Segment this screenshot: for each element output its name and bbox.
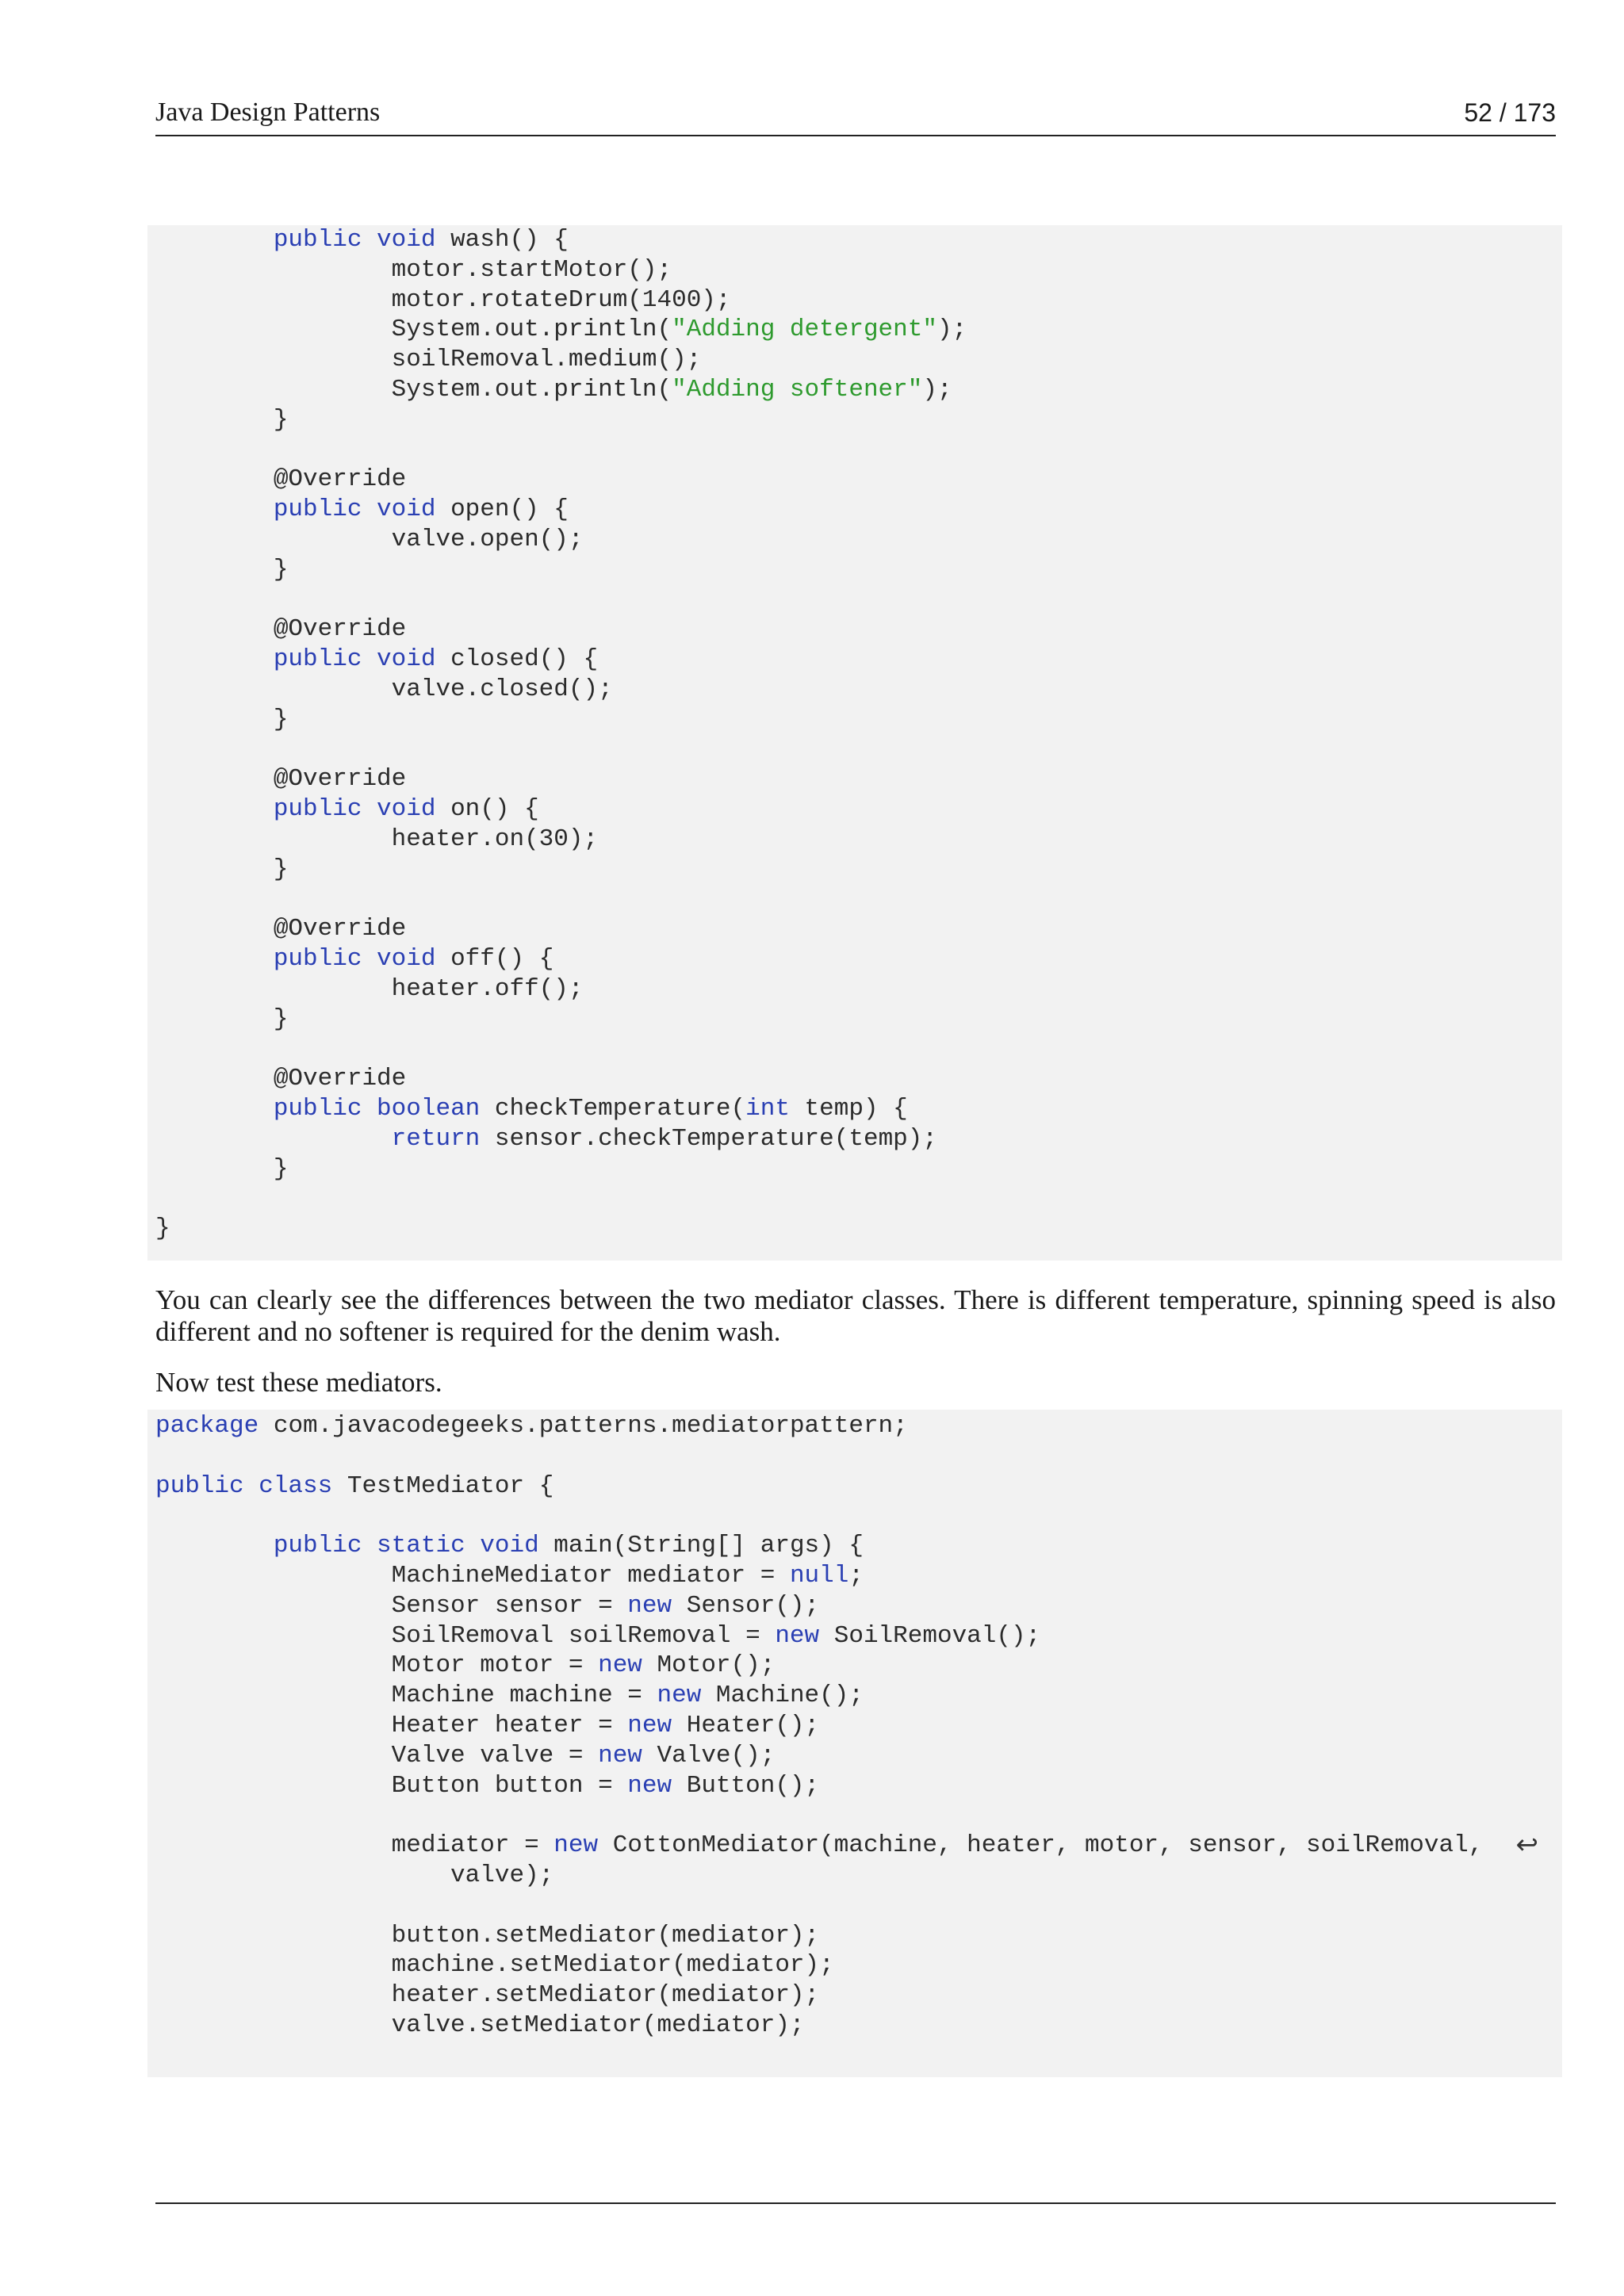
code-text: [155, 945, 274, 973]
code-keyword: public class: [155, 1471, 333, 1500]
code-text: TestMediator {: [332, 1471, 554, 1500]
code-line: [155, 974, 1562, 1004]
code-line: [155, 1771, 1562, 1801]
code-line: [155, 315, 1562, 345]
code-text: }: [155, 1215, 170, 1243]
code-line: [155, 1154, 1562, 1184]
code-line: [155, 435, 1562, 465]
code-text: valve.setMediator(mediator);: [155, 2011, 805, 2039]
code-line: [155, 855, 1562, 885]
code-text: [155, 1532, 274, 1559]
code-line: [155, 2011, 1562, 2041]
code-text: }: [155, 855, 289, 883]
code-text: Sensor sensor =: [155, 1591, 628, 1620]
code-text: }: [155, 555, 289, 584]
code-text: SoilRemoval();: [819, 1621, 1041, 1650]
code-text: }: [155, 405, 289, 434]
code-keyword: new: [657, 1682, 702, 1710]
code-line: [155, 1950, 1562, 1980]
code-line: [155, 1561, 1562, 1591]
code-text: }: [155, 1004, 289, 1033]
code-text: Sensor();: [672, 1591, 820, 1620]
code-text: Machine();: [701, 1682, 864, 1710]
code-text: }: [155, 705, 289, 733]
code-text: checkTemperature(: [480, 1095, 746, 1123]
code-keyword: new: [627, 1591, 672, 1620]
code-keyword: new: [598, 1651, 642, 1680]
code-text: motor.rotateDrum(1400);: [155, 285, 731, 314]
code-line: [155, 1214, 1562, 1244]
code-line: [155, 1064, 1562, 1094]
code-text: );: [936, 316, 967, 344]
code-text: valve.closed();: [155, 675, 613, 703]
code-line: [155, 1921, 1562, 1951]
book-title: Java Design Patterns: [155, 98, 381, 127]
code-keyword: new: [775, 1621, 820, 1650]
code-line: [155, 585, 1562, 615]
code-keyword: package: [155, 1412, 259, 1440]
code-text: [155, 496, 274, 523]
code-text: CottonMediator(machine, heater, motor, sensor, soilRemoval,: [598, 1831, 1484, 1860]
code-line: [155, 1531, 1562, 1561]
code-block-cotton-mediator: [147, 225, 1562, 1261]
code-text: @Override: [155, 765, 407, 794]
code-block-test-mediator: [147, 1410, 1562, 2077]
code-line: [155, 675, 1562, 705]
code-line: [155, 1471, 1562, 1502]
code-text: com.javacodegeeks.patterns.mediatorpattern;: [259, 1412, 908, 1440]
code-text: Valve();: [642, 1741, 776, 1770]
code-keyword: public void: [273, 645, 436, 674]
code-keyword: public static void: [273, 1532, 539, 1560]
page-header: [155, 97, 1556, 136]
code-text: [155, 795, 274, 823]
code-text: SoilRemoval soilRemoval =: [155, 1621, 776, 1650]
code-text: @Override: [155, 915, 407, 943]
code-keyword: new: [598, 1741, 642, 1770]
code-text: on() {: [435, 795, 539, 824]
code-text: valve);: [155, 1861, 554, 1889]
code-text: }: [155, 1154, 289, 1183]
paragraph-differences: You can clearly see the differences between the two mediator classes. There is different temperature, spinning speed is also different and no softener is required for the denim wash.: [155, 1284, 1556, 1347]
code-line: [155, 1184, 1562, 1215]
code-text: @Override: [155, 465, 407, 494]
code-text: open() {: [435, 496, 569, 524]
code-line: [155, 1891, 1562, 1921]
code-line: [155, 285, 1562, 316]
code-line: [155, 345, 1562, 375]
code-line: [155, 1741, 1562, 1771]
code-line: [155, 1861, 1562, 1891]
code-string: "Adding detergent": [672, 316, 937, 344]
code-string: "Adding softener": [672, 375, 923, 404]
code-line: [155, 1004, 1562, 1035]
code-text: temp) {: [789, 1095, 908, 1123]
code-text: machine.setMediator(mediator);: [155, 1951, 834, 1980]
code-text: soilRemoval.medium();: [155, 346, 702, 374]
code-line: [155, 1980, 1562, 2011]
code-line: [155, 944, 1562, 974]
footer-rule: [155, 2202, 1556, 2204]
code-text: Machine machine =: [155, 1682, 657, 1710]
code-text: System.out.println(: [155, 375, 672, 404]
code-text: Motor();: [642, 1651, 776, 1680]
code-text: mediator =: [155, 1831, 554, 1860]
code-text: @Override: [155, 615, 407, 644]
code-line: [155, 825, 1562, 855]
code-line: [155, 735, 1562, 765]
code-keyword: int: [745, 1095, 790, 1123]
code-text: Heater();: [672, 1711, 820, 1739]
code-text: [155, 645, 274, 673]
code-text: [155, 1095, 274, 1123]
code-line: [155, 1411, 1562, 1441]
code-text: valve.open();: [155, 525, 584, 553]
code-line: [155, 1621, 1562, 1651]
code-keyword: public void: [273, 945, 436, 974]
code-line: [155, 255, 1562, 285]
code-text: @Override: [155, 1065, 407, 1093]
code-text: Valve valve =: [155, 1741, 599, 1770]
code-text: heater.off();: [155, 974, 584, 1003]
code-text: motor.startMotor();: [155, 255, 672, 284]
code-line: [155, 914, 1562, 944]
code-text: sensor.checkTemperature(temp);: [480, 1124, 937, 1153]
code-line: [155, 1501, 1562, 1531]
code-line: [155, 495, 1562, 525]
code-line: [155, 525, 1562, 555]
code-line: [155, 885, 1562, 915]
code-text: wash() {: [435, 226, 569, 254]
code-line: [155, 555, 1562, 585]
code-line: [155, 705, 1562, 735]
code-text: );: [922, 375, 952, 404]
code-keyword: public boolean: [273, 1095, 481, 1123]
code-text: button.setMediator(mediator);: [155, 1921, 820, 1950]
code-text: System.out.println(: [155, 316, 672, 344]
code-line: [155, 794, 1562, 825]
code-line: [155, 1711, 1562, 1741]
code-keyword: public void: [273, 226, 436, 254]
paragraph-test-mediators: Now test these mediators.: [155, 1367, 442, 1398]
code-keyword: new: [627, 1771, 672, 1800]
code-keyword: return: [391, 1124, 481, 1153]
code-line: [155, 1800, 1562, 1831]
code-text: main(String[] args) {: [538, 1532, 864, 1560]
code-keyword: null: [789, 1561, 849, 1590]
wrap-arrow-icon: ↩: [1515, 1829, 1538, 1861]
code-text: [155, 226, 274, 254]
code-text: MachineMediator mediator =: [155, 1561, 790, 1590]
code-line: [155, 1681, 1562, 1711]
code-line: [155, 1094, 1562, 1124]
code-text: heater.on(30);: [155, 825, 599, 853]
code-line: [155, 1441, 1562, 1471]
code-line: [155, 1124, 1562, 1154]
code-text: [155, 1125, 392, 1153]
code-text: Button();: [672, 1771, 820, 1800]
code-keyword: new: [553, 1831, 599, 1860]
code-text: off() {: [435, 945, 554, 974]
code-text: heater.setMediator(mediator);: [155, 1981, 820, 2010]
page-number: 52 / 173: [1464, 98, 1556, 127]
code-keyword: public void: [273, 496, 436, 524]
code-text: Motor motor =: [155, 1651, 599, 1680]
code-line: [155, 614, 1562, 645]
code-line: [155, 375, 1562, 405]
code-line: [155, 645, 1562, 675]
code-text: Button button =: [155, 1771, 628, 1800]
code-keyword: new: [627, 1711, 672, 1739]
code-keyword: public void: [273, 795, 436, 824]
code-line: [155, 764, 1562, 794]
code-line: [155, 1035, 1562, 1065]
code-line: [155, 225, 1562, 255]
code-line: [155, 1591, 1562, 1621]
code-text: closed() {: [435, 645, 599, 674]
code-line: [155, 465, 1562, 495]
code-line: [155, 1831, 1562, 1861]
code-line: [155, 405, 1562, 435]
code-text: Heater heater =: [155, 1711, 628, 1739]
code-line: [155, 1651, 1562, 1681]
code-text: ;: [848, 1561, 864, 1590]
